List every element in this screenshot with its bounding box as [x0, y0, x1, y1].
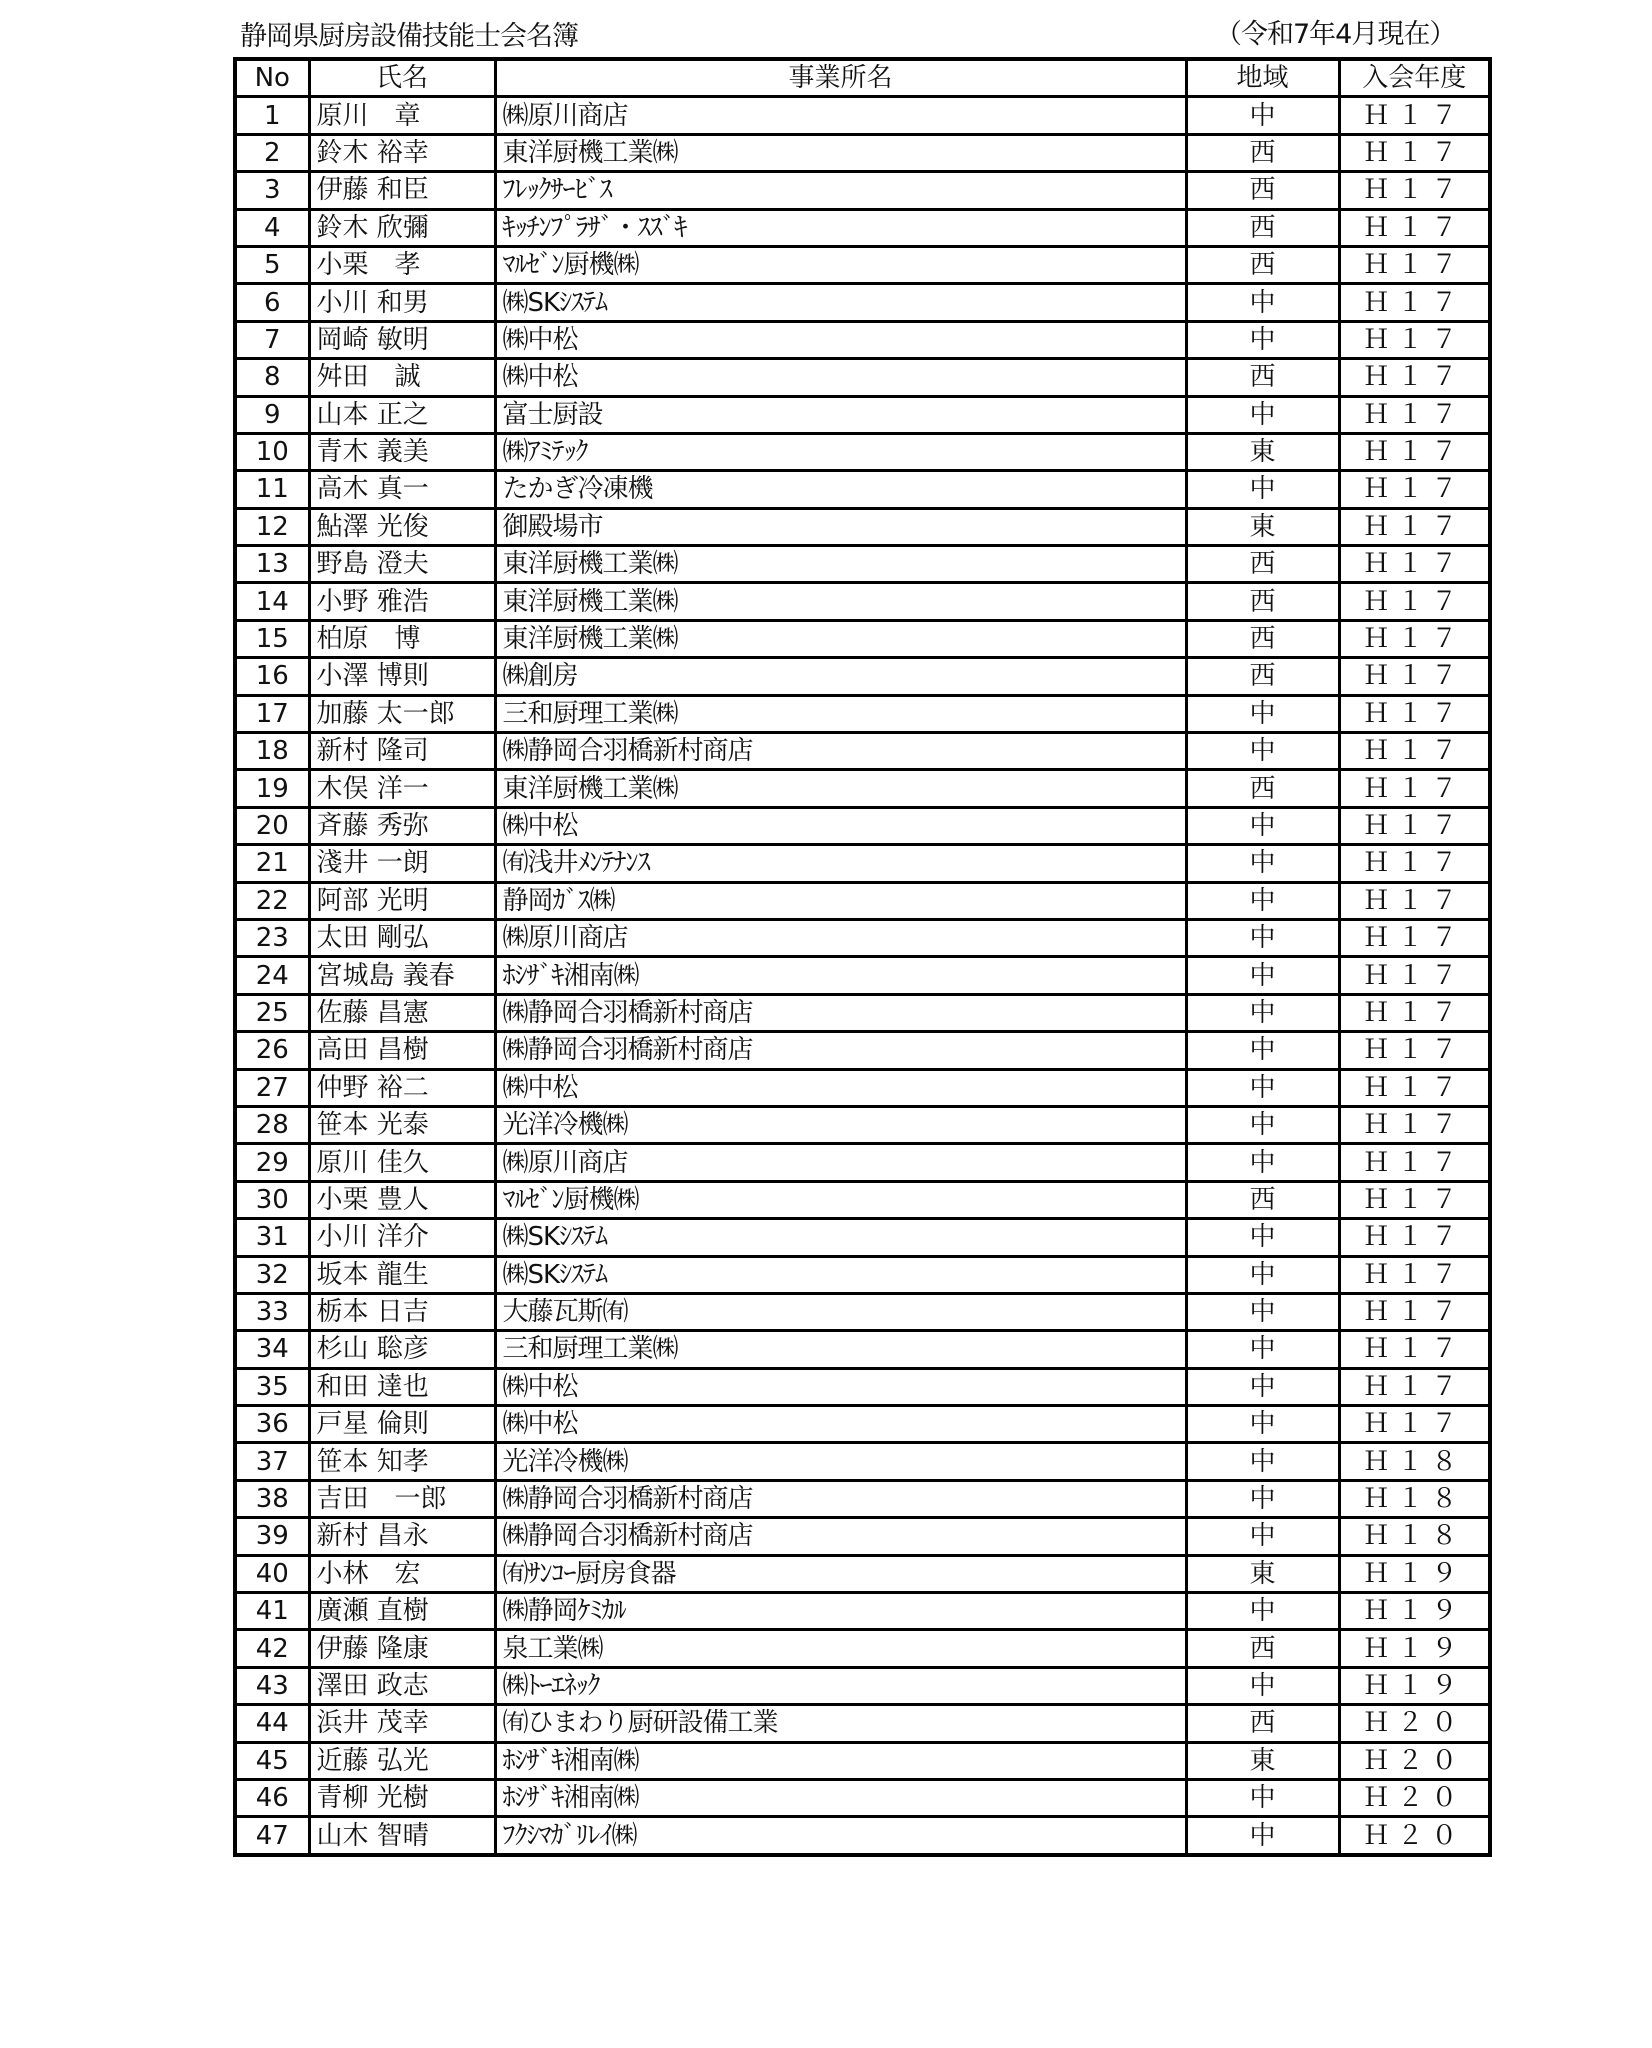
cell-name: 小林 宏	[309, 1555, 495, 1592]
cell-region: 中	[1186, 97, 1339, 134]
cell-business: 御殿場市	[495, 508, 1186, 545]
cell-region: 東	[1186, 1742, 1339, 1779]
cell-business: ﾎｼｻﾞｷ湘南㈱	[495, 1779, 1186, 1816]
cell-business: ﾏﾙｾﾞﾝ厨機㈱	[495, 1181, 1186, 1218]
cell-no: 46	[235, 1779, 309, 1816]
cell-no: 12	[235, 508, 309, 545]
cell-name: 宮城島 義春	[309, 957, 495, 994]
cell-business: ㈱静岡合羽橋新村商店	[495, 1032, 1186, 1069]
cell-name: 高田 昌樹	[309, 1032, 495, 1069]
cell-no: 33	[235, 1293, 309, 1330]
table-row	[235, 994, 1490, 1031]
cell-name: 笹本 知孝	[309, 1443, 495, 1480]
cell-region: 東	[1186, 508, 1339, 545]
cell-name: 笹本 光泰	[309, 1106, 495, 1143]
cell-year: Ｈ１７	[1339, 1106, 1490, 1143]
cell-no: 32	[235, 1256, 309, 1293]
table-row	[235, 1219, 1490, 1256]
cell-region: 西	[1186, 620, 1339, 657]
cell-no: 27	[235, 1069, 309, 1106]
cell-no: 38	[235, 1480, 309, 1517]
cell-year: Ｈ１７	[1339, 396, 1490, 433]
table-row	[235, 1106, 1490, 1143]
cell-year: Ｈ１７	[1339, 882, 1490, 919]
table-row	[235, 1667, 1490, 1704]
cell-name: 小川 和男	[309, 284, 495, 321]
cell-no: 39	[235, 1518, 309, 1555]
cell-business: ﾎｼｻﾞｷ湘南㈱	[495, 1742, 1186, 1779]
cell-no: 13	[235, 546, 309, 583]
table-row	[235, 321, 1490, 358]
cell-no: 35	[235, 1368, 309, 1405]
cell-name: 新村 昌永	[309, 1518, 495, 1555]
header-year: 入会年度	[1339, 59, 1490, 97]
cell-region: 中	[1186, 807, 1339, 844]
cell-business: 三和厨理工業㈱	[495, 1331, 1186, 1368]
cell-year: Ｈ１７	[1339, 1256, 1490, 1293]
cell-year: Ｈ１９	[1339, 1667, 1490, 1704]
table-row	[235, 1443, 1490, 1480]
cell-year: Ｈ１７	[1339, 209, 1490, 246]
cell-no: 31	[235, 1219, 309, 1256]
table-row	[235, 845, 1490, 882]
cell-business: ㈱SKｼｽﾃﾑ	[495, 1256, 1186, 1293]
table-row	[235, 209, 1490, 246]
cell-name: 澤田 政志	[309, 1667, 495, 1704]
cell-year: Ｈ１７	[1339, 1144, 1490, 1181]
cell-no: 47	[235, 1817, 309, 1855]
table-row	[235, 1293, 1490, 1330]
cell-no: 11	[235, 471, 309, 508]
cell-no: 3	[235, 172, 309, 209]
cell-year: Ｈ１７	[1339, 359, 1490, 396]
cell-no: 5	[235, 246, 309, 283]
cell-year: Ｈ１７	[1339, 1181, 1490, 1218]
cell-no: 17	[235, 695, 309, 732]
cell-year: Ｈ１７	[1339, 246, 1490, 283]
cell-name: 阿部 光明	[309, 882, 495, 919]
cell-name: 仲野 裕二	[309, 1069, 495, 1106]
cell-no: 29	[235, 1144, 309, 1181]
cell-year: Ｈ２０	[1339, 1705, 1490, 1742]
cell-name: 吉田 一郎	[309, 1480, 495, 1517]
table-row	[235, 246, 1490, 283]
cell-business: ﾌｸｼﾏｶﾞﾘﾚｲ㈱	[495, 1817, 1186, 1855]
cell-name: 山本 正之	[309, 396, 495, 433]
cell-no: 9	[235, 396, 309, 433]
header-name: 氏名	[309, 59, 495, 97]
table-row	[235, 770, 1490, 807]
cell-business: ㈱原川商店	[495, 1144, 1186, 1181]
cell-business: たかぎ冷凍機	[495, 471, 1186, 508]
cell-business: ㈱創房	[495, 658, 1186, 695]
cell-no: 8	[235, 359, 309, 396]
cell-name: 伊藤 隆康	[309, 1630, 495, 1667]
table-row	[235, 882, 1490, 919]
header-business: 事業所名	[495, 59, 1186, 97]
header-row	[235, 59, 1490, 97]
cell-business: ㈱静岡合羽橋新村商店	[495, 1480, 1186, 1517]
cell-name: 淺井 一朗	[309, 845, 495, 882]
table-row	[235, 433, 1490, 470]
cell-year: Ｈ１７	[1339, 321, 1490, 358]
table-row	[235, 508, 1490, 545]
cell-year: Ｈ１７	[1339, 620, 1490, 657]
cell-region: 中	[1186, 1593, 1339, 1630]
cell-region: 中	[1186, 321, 1339, 358]
cell-no: 44	[235, 1705, 309, 1742]
cell-business: ㈱ﾄｰｴﾈｯｸ	[495, 1667, 1186, 1704]
cell-name: 佐藤 昌憲	[309, 994, 495, 1031]
cell-name: 小栗 豊人	[309, 1181, 495, 1218]
cell-region: 中	[1186, 1779, 1339, 1816]
cell-year: Ｈ２０	[1339, 1817, 1490, 1855]
cell-year: Ｈ２０	[1339, 1742, 1490, 1779]
table-row	[235, 1069, 1490, 1106]
cell-year: Ｈ１７	[1339, 1406, 1490, 1443]
table-row	[235, 1518, 1490, 1555]
cell-region: 西	[1186, 134, 1339, 171]
cell-year: Ｈ１８	[1339, 1518, 1490, 1555]
cell-name: 新村 隆司	[309, 733, 495, 770]
cell-region: 中	[1186, 845, 1339, 882]
table-row	[235, 1256, 1490, 1293]
cell-region: 中	[1186, 1518, 1339, 1555]
table-row	[235, 1593, 1490, 1630]
cell-name: 木俣 洋一	[309, 770, 495, 807]
document-title: 静岡県厨房設備技能士会名簿	[240, 21, 578, 52]
cell-name: 小川 洋介	[309, 1219, 495, 1256]
cell-region: 西	[1186, 1705, 1339, 1742]
cell-name: 栃本 日吉	[309, 1293, 495, 1330]
table-row	[235, 1779, 1490, 1816]
cell-region: 中	[1186, 695, 1339, 732]
cell-business: ㈱静岡合羽橋新村商店	[495, 1518, 1186, 1555]
cell-region: 西	[1186, 209, 1339, 246]
cell-region: 中	[1186, 1667, 1339, 1704]
cell-no: 24	[235, 957, 309, 994]
cell-no: 43	[235, 1667, 309, 1704]
cell-name: 加藤 太一郎	[309, 695, 495, 732]
cell-region: 中	[1186, 396, 1339, 433]
cell-name: 原川 章	[309, 97, 495, 134]
cell-no: 22	[235, 882, 309, 919]
table-row	[235, 284, 1490, 321]
cell-name: 小野 雅浩	[309, 583, 495, 620]
cell-business: ㈱SKｼｽﾃﾑ	[495, 284, 1186, 321]
cell-no: 34	[235, 1331, 309, 1368]
cell-year: Ｈ１７	[1339, 97, 1490, 134]
cell-region: 西	[1186, 246, 1339, 283]
cell-region: 中	[1186, 919, 1339, 956]
cell-region: 中	[1186, 1144, 1339, 1181]
cell-business: 三和厨理工業㈱	[495, 695, 1186, 732]
cell-year: Ｈ１７	[1339, 695, 1490, 732]
table-row	[235, 1630, 1490, 1667]
cell-year: Ｈ１７	[1339, 1069, 1490, 1106]
table-row	[235, 546, 1490, 583]
table-row	[235, 1555, 1490, 1592]
cell-name: 浜井 茂幸	[309, 1705, 495, 1742]
cell-name: 柏原 博	[309, 620, 495, 657]
cell-region: 中	[1186, 994, 1339, 1031]
cell-business: ㈲ｻﾝｺｰ厨房食器	[495, 1555, 1186, 1592]
cell-year: Ｈ１７	[1339, 845, 1490, 882]
table-row	[235, 1368, 1490, 1405]
cell-year: Ｈ１７	[1339, 733, 1490, 770]
cell-no: 19	[235, 770, 309, 807]
table-row	[235, 1331, 1490, 1368]
cell-region: 中	[1186, 1406, 1339, 1443]
cell-region: 西	[1186, 770, 1339, 807]
table-row	[235, 396, 1490, 433]
cell-no: 18	[235, 733, 309, 770]
cell-region: 中	[1186, 1368, 1339, 1405]
cell-name: 斉藤 秀弥	[309, 807, 495, 844]
cell-year: Ｈ１７	[1339, 471, 1490, 508]
cell-business: 東洋厨機工業㈱	[495, 134, 1186, 171]
cell-no: 25	[235, 994, 309, 1031]
table-row	[235, 1406, 1490, 1443]
table-row	[235, 919, 1490, 956]
header-region: 地域	[1186, 59, 1339, 97]
cell-region: 中	[1186, 1032, 1339, 1069]
cell-no: 2	[235, 134, 309, 171]
cell-year: Ｈ１７	[1339, 1368, 1490, 1405]
cell-name: 太田 剛弘	[309, 919, 495, 956]
cell-business: 泉工業㈱	[495, 1630, 1186, 1667]
cell-name: 廣瀬 直樹	[309, 1593, 495, 1630]
cell-no: 36	[235, 1406, 309, 1443]
table-row	[235, 1480, 1490, 1517]
cell-region: 中	[1186, 1817, 1339, 1855]
cell-no: 15	[235, 620, 309, 657]
cell-no: 16	[235, 658, 309, 695]
cell-name: 坂本 龍生	[309, 1256, 495, 1293]
cell-year: Ｈ１７	[1339, 1219, 1490, 1256]
header-no: No	[235, 59, 309, 97]
cell-business: ㈱静岡合羽橋新村商店	[495, 994, 1186, 1031]
as-of-date: （令和7年4月現在）	[1215, 19, 1456, 50]
cell-no: 30	[235, 1181, 309, 1218]
cell-year: Ｈ１７	[1339, 807, 1490, 844]
cell-name: 高木 真一	[309, 471, 495, 508]
cell-name: 戸星 倫則	[309, 1406, 495, 1443]
cell-business: ﾎｼｻﾞｷ湘南㈱	[495, 957, 1186, 994]
cell-name: 小澤 博則	[309, 658, 495, 695]
cell-name: 舛田 誠	[309, 359, 495, 396]
cell-year: Ｈ１８	[1339, 1443, 1490, 1480]
cell-name: 鈴木 欣彌	[309, 209, 495, 246]
cell-name: 和田 達也	[309, 1368, 495, 1405]
table-row	[235, 1181, 1490, 1218]
cell-year: Ｈ１７	[1339, 1293, 1490, 1330]
table-row	[235, 658, 1490, 695]
cell-no: 37	[235, 1443, 309, 1480]
cell-region: 中	[1186, 1443, 1339, 1480]
cell-business: ㈱原川商店	[495, 97, 1186, 134]
cell-no: 42	[235, 1630, 309, 1667]
cell-business: 東洋厨機工業㈱	[495, 770, 1186, 807]
cell-business: ㈲ひまわり厨研設備工業	[495, 1705, 1186, 1742]
cell-business: ㈱中松	[495, 321, 1186, 358]
cell-name: 山木 智晴	[309, 1817, 495, 1855]
cell-region: 西	[1186, 359, 1339, 396]
cell-region: 西	[1186, 658, 1339, 695]
cell-region: 東	[1186, 1555, 1339, 1592]
cell-region: 中	[1186, 1331, 1339, 1368]
cell-no: 20	[235, 807, 309, 844]
cell-region: 中	[1186, 882, 1339, 919]
cell-business: ㈱原川商店	[495, 919, 1186, 956]
cell-name: 近藤 弘光	[309, 1742, 495, 1779]
cell-year: Ｈ１９	[1339, 1630, 1490, 1667]
cell-name: 伊藤 和臣	[309, 172, 495, 209]
cell-name: 鈴木 裕幸	[309, 134, 495, 171]
table-row	[235, 1144, 1490, 1181]
cell-region: 中	[1186, 1256, 1339, 1293]
cell-no: 1	[235, 97, 309, 134]
cell-year: Ｈ１７	[1339, 658, 1490, 695]
cell-business: 東洋厨機工業㈱	[495, 546, 1186, 583]
cell-name: 青柳 光樹	[309, 1779, 495, 1816]
cell-region: 中	[1186, 471, 1339, 508]
cell-region: 中	[1186, 1219, 1339, 1256]
cell-region: 西	[1186, 172, 1339, 209]
cell-region: 中	[1186, 733, 1339, 770]
cell-year: Ｈ１７	[1339, 919, 1490, 956]
cell-business: 静岡ｶﾞｽ㈱	[495, 882, 1186, 919]
cell-name: 岡崎 敏明	[309, 321, 495, 358]
cell-business: ｷｯﾁﾝﾌﾟﾗｻﾞ・ｽｽﾞｷ	[495, 209, 1186, 246]
cell-business: 光洋冷機㈱	[495, 1443, 1186, 1480]
cell-region: 中	[1186, 957, 1339, 994]
cell-year: Ｈ２０	[1339, 1779, 1490, 1816]
cell-no: 26	[235, 1032, 309, 1069]
cell-name: 杉山 聡彦	[309, 1331, 495, 1368]
cell-name: 鮎澤 光俊	[309, 508, 495, 545]
table-row	[235, 1705, 1490, 1742]
cell-no: 28	[235, 1106, 309, 1143]
cell-no: 10	[235, 433, 309, 470]
table-row	[235, 1032, 1490, 1069]
cell-year: Ｈ１７	[1339, 433, 1490, 470]
cell-business: ㈲浅井ﾒﾝﾃﾅﾝｽ	[495, 845, 1186, 882]
cell-no: 40	[235, 1555, 309, 1592]
table-row	[235, 1742, 1490, 1779]
cell-region: 西	[1186, 546, 1339, 583]
cell-year: Ｈ１７	[1339, 546, 1490, 583]
cell-year: Ｈ１７	[1339, 1331, 1490, 1368]
cell-year: Ｈ１７	[1339, 1032, 1490, 1069]
cell-region: 中	[1186, 1069, 1339, 1106]
cell-business: 光洋冷機㈱	[495, 1106, 1186, 1143]
cell-no: 21	[235, 845, 309, 882]
cell-name: 野島 澄夫	[309, 546, 495, 583]
table-row	[235, 807, 1490, 844]
table-row	[235, 1817, 1490, 1855]
cell-region: 東	[1186, 433, 1339, 470]
cell-year: Ｈ１７	[1339, 172, 1490, 209]
table-row	[235, 583, 1490, 620]
cell-business: 大藤瓦斯㈲	[495, 1293, 1186, 1330]
cell-year: Ｈ１７	[1339, 583, 1490, 620]
table-row	[235, 134, 1490, 171]
cell-year: Ｈ１９	[1339, 1593, 1490, 1630]
cell-region: 西	[1186, 1181, 1339, 1218]
cell-business: ﾏﾙｾﾞﾝ厨機㈱	[495, 246, 1186, 283]
cell-no: 6	[235, 284, 309, 321]
cell-region: 西	[1186, 583, 1339, 620]
table-row	[235, 172, 1490, 209]
cell-business: ㈱中松	[495, 359, 1186, 396]
cell-name: 原川 佳久	[309, 1144, 495, 1181]
cell-no: 7	[235, 321, 309, 358]
member-table	[233, 57, 1492, 1857]
table-row	[235, 97, 1490, 134]
cell-name: 小栗 孝	[309, 246, 495, 283]
cell-business: ㈱静岡ｹﾐｶﾙ	[495, 1593, 1186, 1630]
cell-region: 中	[1186, 1480, 1339, 1517]
cell-no: 14	[235, 583, 309, 620]
cell-business: ㈱中松	[495, 1069, 1186, 1106]
cell-business: 東洋厨機工業㈱	[495, 620, 1186, 657]
cell-year: Ｈ１７	[1339, 508, 1490, 545]
cell-business: ㈱SKｼｽﾃﾑ	[495, 1219, 1186, 1256]
table-row	[235, 695, 1490, 732]
table-row	[235, 471, 1490, 508]
cell-year: Ｈ１７	[1339, 957, 1490, 994]
cell-no: 4	[235, 209, 309, 246]
cell-year: Ｈ１７	[1339, 994, 1490, 1031]
cell-region: 中	[1186, 1293, 1339, 1330]
cell-business: 東洋厨機工業㈱	[495, 583, 1186, 620]
cell-business: ﾌﾚｯｸｻｰﾋﾞｽ	[495, 172, 1186, 209]
cell-no: 45	[235, 1742, 309, 1779]
cell-region: 中	[1186, 284, 1339, 321]
cell-year: Ｈ１８	[1339, 1480, 1490, 1517]
cell-business: ㈱中松	[495, 1368, 1186, 1405]
cell-business: ㈱ｱﾐﾃｯｸ	[495, 433, 1186, 470]
cell-business: 富士厨設	[495, 396, 1186, 433]
cell-year: Ｈ１７	[1339, 284, 1490, 321]
cell-business: ㈱中松	[495, 1406, 1186, 1443]
cell-no: 41	[235, 1593, 309, 1630]
table-row	[235, 620, 1490, 657]
table-row	[235, 359, 1490, 396]
cell-year: Ｈ１７	[1339, 770, 1490, 807]
cell-region: 西	[1186, 1630, 1339, 1667]
cell-region: 中	[1186, 1106, 1339, 1143]
cell-business: ㈱中松	[495, 807, 1186, 844]
cell-business: ㈱静岡合羽橋新村商店	[495, 733, 1186, 770]
table-row	[235, 733, 1490, 770]
cell-name: 青木 義美	[309, 433, 495, 470]
table-row	[235, 957, 1490, 994]
cell-year: Ｈ１９	[1339, 1555, 1490, 1592]
cell-year: Ｈ１７	[1339, 134, 1490, 171]
cell-no: 23	[235, 919, 309, 956]
